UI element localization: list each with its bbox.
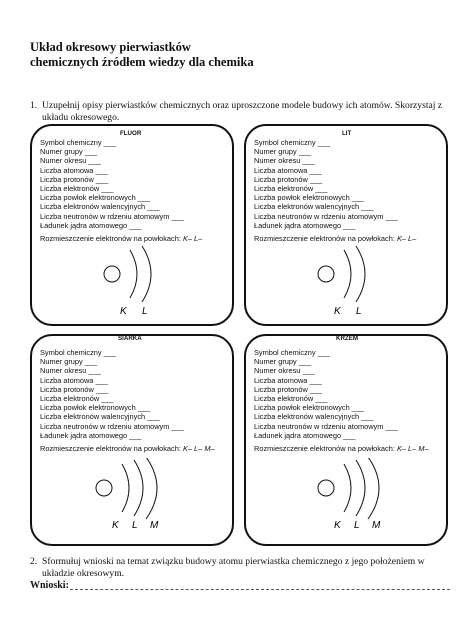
nucleus xyxy=(104,266,120,282)
field-atomic-number: Liczba atomowa ___ xyxy=(40,375,108,385)
shell-notation: K– L– M– xyxy=(182,444,215,453)
electron-distribution xyxy=(254,444,429,453)
element-fields xyxy=(254,138,398,230)
element-fields xyxy=(254,348,398,440)
field-symbol: Symbol chemiczny ___ xyxy=(254,138,330,147)
shell-k-arc xyxy=(344,464,351,512)
shell-label-l: L xyxy=(356,306,362,317)
element-fields xyxy=(40,138,184,230)
field-period: Numer okresu ___ xyxy=(40,366,101,376)
field-shells-count: Liczba powłok elektronowych ___ xyxy=(254,403,365,413)
element-card-fluor xyxy=(30,124,234,326)
element-card-krzem xyxy=(244,334,448,546)
electron-distribution xyxy=(254,234,416,243)
element-name: SIARKA xyxy=(118,335,142,342)
element-name: LIT xyxy=(342,130,352,137)
field-protons: Liczba protonów ___ xyxy=(40,384,109,394)
electron-distribution xyxy=(40,234,202,243)
field-protons: Liczba protonów ___ xyxy=(254,384,323,394)
field-atomic-number: Liczba atomowa ___ xyxy=(40,165,108,175)
distribution-label: Rozmieszczenie elektronów na powłokach: xyxy=(254,444,395,453)
field-nuclear-charge: Ładunek jądra atomowego ___ xyxy=(254,430,356,440)
nucleus xyxy=(96,480,112,496)
shell-m-arc xyxy=(368,458,379,519)
task-2-text: Sformułuj wnioski na temat związku budowy atomu pierwiastka chemicznego z jego położeniem w układzie okresowym. xyxy=(42,556,425,579)
nucleus xyxy=(318,266,334,282)
field-period: Numer okresu ___ xyxy=(40,156,101,166)
field-neutrons: Liczba neutronów w rdzeniu atomowym ___ xyxy=(254,421,398,431)
field-symbol: Symbol chemiczny ___ xyxy=(254,348,330,357)
conclusions-answer-line[interactable] xyxy=(70,589,450,590)
shell-label-l: L xyxy=(142,306,148,317)
shell-label-k: K xyxy=(334,520,341,531)
field-electrons: Liczba elektronów ___ xyxy=(40,184,114,194)
atom-model xyxy=(306,244,386,319)
title-line-2: chemicznych źródłem wiedzy dla chemika xyxy=(30,55,254,69)
shell-k-arc xyxy=(344,250,351,298)
shell-label-l: L xyxy=(132,520,138,531)
field-group: Numer grupy ___ xyxy=(40,357,98,367)
field-symbol: Symbol chemiczny ___ xyxy=(40,348,116,357)
task-1-number: 1. xyxy=(30,100,38,111)
distribution-label: Rozmieszczenie elektronów na powłokach: xyxy=(40,444,181,453)
field-nuclear-charge: Ładunek jądra atomowego ___ xyxy=(254,220,356,230)
element-name: FLUOR xyxy=(120,130,142,137)
field-period: Numer okresu ___ xyxy=(254,366,315,376)
shell-label-k: K xyxy=(334,306,341,317)
shell-label-k: K xyxy=(112,520,119,531)
field-neutrons: Liczba neutronów w rdzeniu atomowym ___ xyxy=(40,421,184,431)
field-valence-electrons: Liczba elektronów walencyjnych ___ xyxy=(40,412,160,422)
field-group: Numer grupy ___ xyxy=(40,147,98,157)
title-line-1: Układ okresowy pierwiastków xyxy=(30,40,191,54)
nucleus xyxy=(318,480,334,496)
field-electrons: Liczba elektronów ___ xyxy=(40,394,114,404)
field-electrons: Liczba elektronów ___ xyxy=(254,394,328,404)
field-shells-count: Liczba powłok elektronowych ___ xyxy=(40,403,151,413)
shell-k-arc xyxy=(130,250,137,298)
atom-model xyxy=(84,458,184,533)
shell-label-l: L xyxy=(354,520,360,531)
field-group: Numer grupy ___ xyxy=(254,147,312,157)
shell-notation: K– L– M– xyxy=(396,444,429,453)
field-protons: Liczba protonów ___ xyxy=(254,174,323,184)
element-card-siarka xyxy=(30,334,234,546)
field-symbol: Symbol chemiczny ___ xyxy=(40,138,116,147)
element-card-lit xyxy=(244,124,448,326)
field-valence-electrons: Liczba elektronów walencyjnych ___ xyxy=(254,202,374,212)
shell-l-arc xyxy=(356,246,365,302)
field-neutrons: Liczba neutronów w rdzeniu atomowym ___ xyxy=(40,211,184,221)
shell-notation: K– L– xyxy=(182,234,203,243)
shell-label-m: M xyxy=(150,520,159,531)
atom-model xyxy=(306,458,406,533)
field-protons: Liczba protonów ___ xyxy=(40,174,109,184)
worksheet-title xyxy=(30,40,254,70)
shell-l-arc xyxy=(142,246,151,302)
field-group: Numer grupy ___ xyxy=(254,357,312,367)
distribution-label: Rozmieszczenie elektronów na powłokach: xyxy=(254,234,395,243)
atom-model xyxy=(92,244,172,319)
field-shells-count: Liczba powłok elektronowych ___ xyxy=(40,193,151,203)
shell-l-arc xyxy=(134,460,143,516)
element-fields xyxy=(40,348,184,440)
distribution-label: Rozmieszczenie elektronów na powłokach: xyxy=(40,234,181,243)
field-period: Numer okresu ___ xyxy=(254,156,315,166)
field-nuclear-charge: Ładunek jądra atomowego ___ xyxy=(40,430,142,440)
task-2-number: 2. xyxy=(30,556,38,567)
field-nuclear-charge: Ładunek jądra atomowego ___ xyxy=(40,220,142,230)
field-shells-count: Liczba powłok elektronowych ___ xyxy=(254,193,365,203)
field-valence-electrons: Liczba elektronów walencyjnych ___ xyxy=(40,202,160,212)
element-name: KRZEM xyxy=(336,335,358,342)
field-neutrons: Liczba neutronów w rdzeniu atomowym ___ xyxy=(254,211,398,221)
field-electrons: Liczba elektronów ___ xyxy=(254,184,328,194)
shell-l-arc xyxy=(356,460,365,516)
shell-label-m: M xyxy=(372,520,381,531)
shell-notation: K– L– xyxy=(396,234,417,243)
conclusions-label: Wnioski: xyxy=(30,580,69,591)
shell-label-k: K xyxy=(120,306,127,317)
field-atomic-number: Liczba atomowa ___ xyxy=(254,165,322,175)
electron-distribution xyxy=(40,444,215,453)
field-valence-electrons: Liczba elektronów walencyjnych ___ xyxy=(254,412,374,422)
task-1-text: Uzupełnij opisy pierwiastków chemicznych oraz uproszczone modele budowy ich atomów. Skorzystaj z układu okresowego. xyxy=(42,100,443,123)
field-atomic-number: Liczba atomowa ___ xyxy=(254,375,322,385)
shell-k-arc xyxy=(122,464,129,512)
shell-m-arc xyxy=(146,458,157,519)
